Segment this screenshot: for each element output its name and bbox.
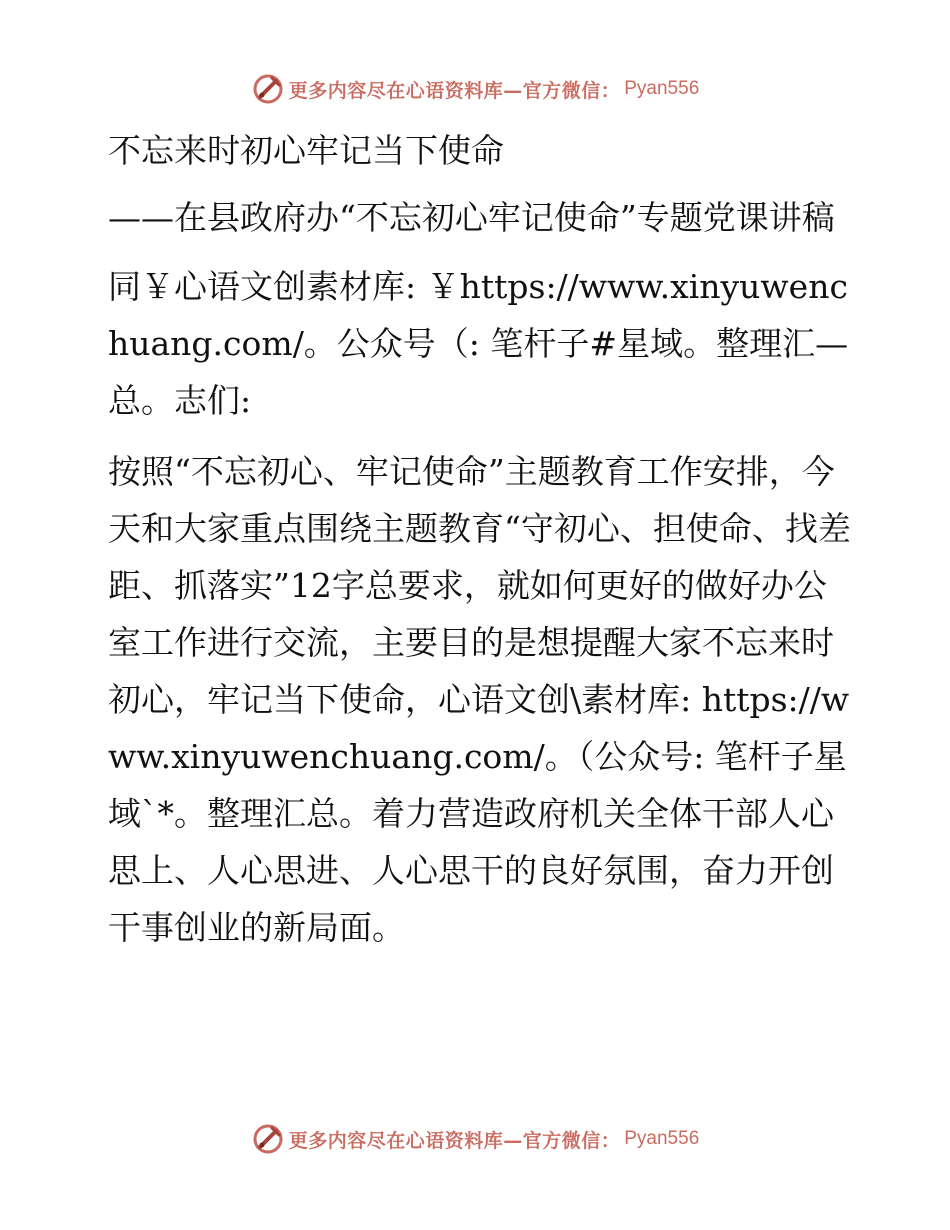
footer-banner xyxy=(0,1122,950,1156)
banner-text: 更多内容尽在心语资料库—官方微信： xyxy=(288,79,621,102)
document-title: 不忘来时初心牢记当下使命 xyxy=(108,131,504,170)
banner-wechat-id: Pyan556 xyxy=(624,78,700,99)
logo-icon xyxy=(251,72,285,106)
banner-text: 更多内容尽在心语资料库—官方微信： xyxy=(288,1129,621,1152)
banner-wechat-id: Pyan556 xyxy=(624,1128,700,1149)
body-paragraph: 按照“不忘初心、牢记使命”主题教育工作安排，今天和大家重点围绕主题教育“守初心、担使命、找差距、抓落实”12字总要求，就如何更好的做好办公室工作进行交流，主要目的是想提醒大家不忘来时初心，牢记当下使命，心语文创\素材库: https://www.xinyuwenchuang.com/。（公众号: 笔杆子星域`*。整理汇总。着力营造政府机关全体干部人心思上、人心思进、人心思干的良好氛围，奋力开创干事创业的新局面。 xyxy=(108,452,851,947)
document-body xyxy=(98,122,858,956)
header-banner xyxy=(0,72,950,106)
logo-icon xyxy=(251,1122,285,1156)
document-subtitle: ——在县政府办“不忘初心牢记使命”专题党课讲稿 xyxy=(108,198,835,237)
source-note: 同￥心语文创素材库: ￥https://www.xinyuwenchuang.com/。公众号（: 笔杆子#星域。整理汇—总。志们: xyxy=(108,267,849,420)
